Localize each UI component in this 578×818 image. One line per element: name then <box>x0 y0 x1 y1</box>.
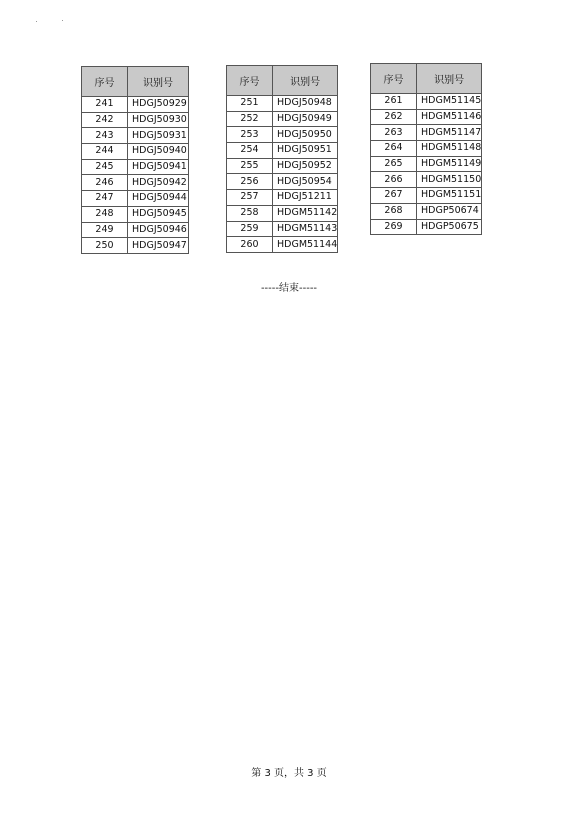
id-cell: HDGM51142 <box>273 205 338 221</box>
seq-cell: 254 <box>227 143 273 159</box>
end-mark: -----结束----- <box>260 283 318 294</box>
seq-cell: 241 <box>82 97 128 113</box>
id-cell: HDGM51144 <box>273 237 338 253</box>
table-row <box>82 128 189 144</box>
table-row <box>82 238 189 254</box>
id-table-2 <box>226 65 338 253</box>
seq-cell: 261 <box>371 94 417 110</box>
table-row <box>371 172 482 188</box>
seq-cell: 247 <box>82 191 128 207</box>
seq-cell: 243 <box>82 128 128 144</box>
id-cell: HDGJ50952 <box>273 158 338 174</box>
id-cell: HDGJ50954 <box>273 174 338 190</box>
id-cell: HDGJ50941 <box>128 159 189 175</box>
seq-cell: 250 <box>82 238 128 254</box>
table-header-row <box>371 64 482 94</box>
header-id: 识别号 <box>273 66 338 96</box>
table-row <box>82 175 189 191</box>
id-cell: HDGM51148 <box>417 141 482 157</box>
seq-cell: 253 <box>227 127 273 143</box>
table-header-row <box>227 66 338 96</box>
seq-cell: 263 <box>371 125 417 141</box>
seq-cell: 260 <box>227 237 273 253</box>
table-row <box>82 206 189 222</box>
header-seq: 序号 <box>371 64 417 94</box>
id-cell: HDGM51145 <box>417 94 482 110</box>
id-cell: HDGJ50945 <box>128 206 189 222</box>
table-row <box>82 144 189 160</box>
id-cell: HDGJ50950 <box>273 127 338 143</box>
seq-cell: 245 <box>82 159 128 175</box>
seq-cell: 255 <box>227 158 273 174</box>
seq-cell: 248 <box>82 206 128 222</box>
seq-cell: 242 <box>82 112 128 128</box>
table-row <box>227 143 338 159</box>
seq-cell: 258 <box>227 205 273 221</box>
id-cell: HDGJ50929 <box>128 97 189 113</box>
scan-speck <box>36 21 37 22</box>
table-row <box>227 190 338 206</box>
table-row <box>371 125 482 141</box>
seq-cell: 256 <box>227 174 273 190</box>
id-table-1 <box>81 66 189 254</box>
id-cell: HDGJ50930 <box>128 112 189 128</box>
seq-cell: 251 <box>227 96 273 112</box>
table-row <box>227 174 338 190</box>
header-seq: 序号 <box>82 67 128 97</box>
id-cell: HDGM51146 <box>417 109 482 125</box>
seq-cell: 267 <box>371 188 417 204</box>
seq-cell: 252 <box>227 111 273 127</box>
table-row <box>371 94 482 110</box>
table-row <box>227 96 338 112</box>
table-row <box>227 158 338 174</box>
table-row <box>371 203 482 219</box>
table-row <box>82 112 189 128</box>
seq-cell: 244 <box>82 144 128 160</box>
id-cell: HDGJ50942 <box>128 175 189 191</box>
id-cell: HDGM51149 <box>417 156 482 172</box>
id-cell: HDGP50675 <box>417 219 482 235</box>
seq-cell: 257 <box>227 190 273 206</box>
table-row <box>82 159 189 175</box>
seq-cell: 268 <box>371 203 417 219</box>
id-table-3 <box>370 63 482 235</box>
table-row <box>227 221 338 237</box>
id-cell: HDGJ50940 <box>128 144 189 160</box>
id-cell: HDGM51143 <box>273 221 338 237</box>
seq-cell: 262 <box>371 109 417 125</box>
table-row <box>82 191 189 207</box>
header-id: 识别号 <box>128 67 189 97</box>
seq-cell: 264 <box>371 141 417 157</box>
table-row <box>371 219 482 235</box>
seq-cell: 259 <box>227 221 273 237</box>
table-row <box>227 127 338 143</box>
id-cell: HDGJ50931 <box>128 128 189 144</box>
page-footer: 第 3 页，共 3 页 <box>251 768 327 779</box>
table-row <box>371 141 482 157</box>
id-cell: HDGJ50948 <box>273 96 338 112</box>
id-cell: HDGJ50949 <box>273 111 338 127</box>
table-row <box>82 97 189 113</box>
scan-speck <box>62 20 63 21</box>
seq-cell: 269 <box>371 219 417 235</box>
table-row <box>371 109 482 125</box>
id-cell: HDGJ50944 <box>128 191 189 207</box>
seq-cell: 246 <box>82 175 128 191</box>
id-cell: HDGJ51211 <box>273 190 338 206</box>
id-cell: HDGP50674 <box>417 203 482 219</box>
table-header-row <box>82 67 189 97</box>
table-row <box>82 222 189 238</box>
id-cell: HDGJ50947 <box>128 238 189 254</box>
seq-cell: 265 <box>371 156 417 172</box>
id-cell: HDGM51150 <box>417 172 482 188</box>
seq-cell: 266 <box>371 172 417 188</box>
id-cell: HDGJ50946 <box>128 222 189 238</box>
table-row <box>227 111 338 127</box>
id-cell: HDGM51147 <box>417 125 482 141</box>
id-cell: HDGM51151 <box>417 188 482 204</box>
seq-cell: 249 <box>82 222 128 238</box>
table-row <box>227 237 338 253</box>
id-cell: HDGJ50951 <box>273 143 338 159</box>
header-id: 识别号 <box>417 64 482 94</box>
table-row <box>371 188 482 204</box>
header-seq: 序号 <box>227 66 273 96</box>
table-row <box>371 156 482 172</box>
table-row <box>227 205 338 221</box>
